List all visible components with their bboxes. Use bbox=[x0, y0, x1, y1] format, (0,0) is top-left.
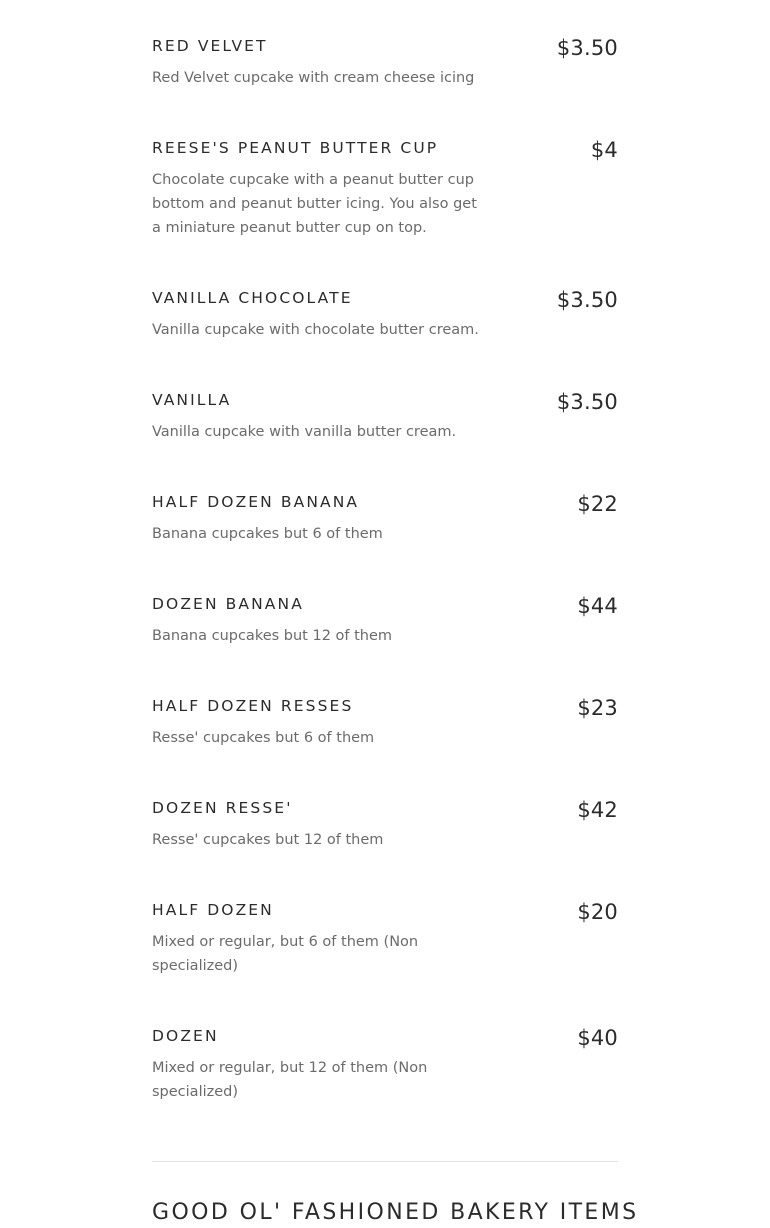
item-price: $44 bbox=[577, 594, 618, 618]
item-description: Chocolate cupcake with a peanut butter cup bottom and peanut butter icing. You also get a miniature peanut butter cup on top. bbox=[152, 172, 477, 236]
item-price: $3.50 bbox=[556, 36, 618, 60]
item-price: $20 bbox=[577, 900, 618, 924]
item-name: REESE'S PEANUT BUTTER CUP bbox=[152, 139, 439, 157]
item-description: Mixed or regular, but 6 of them (Non specialized) bbox=[152, 934, 419, 974]
item-price: $22 bbox=[577, 492, 618, 516]
item-price: $42 bbox=[577, 798, 618, 822]
item-price: $40 bbox=[577, 1026, 618, 1050]
item-name: DOZEN bbox=[152, 1027, 219, 1045]
item-description: Resse' cupcakes but 12 of them bbox=[152, 832, 384, 848]
item-name: DOZEN BANANA bbox=[152, 595, 304, 613]
item-name: HALF DOZEN RESSES bbox=[152, 697, 354, 715]
item-name: RED VELVET bbox=[152, 37, 268, 55]
item-name: HALF DOZEN BANANA bbox=[152, 493, 360, 511]
item-name: VANILLA CHOCOLATE bbox=[152, 289, 353, 307]
item-price: $4 bbox=[590, 138, 618, 162]
item-name: VANILLA bbox=[152, 391, 232, 409]
item-description: Vanilla cupcake with chocolate butter cream. bbox=[152, 322, 479, 338]
item-price: $23 bbox=[577, 696, 618, 720]
item-name: DOZEN RESSE' bbox=[152, 799, 293, 817]
item-description: Mixed or regular, but 12 of them (Non specialized) bbox=[152, 1060, 428, 1100]
item-name: HALF DOZEN bbox=[152, 901, 274, 919]
item-description: Banana cupcakes but 6 of them bbox=[152, 526, 383, 542]
item-description: Vanilla cupcake with vanilla butter cream. bbox=[152, 424, 457, 440]
item-price: $3.50 bbox=[556, 288, 618, 312]
section-title: GOOD OL' FASHIONED BAKERY ITEMS bbox=[152, 1200, 639, 1225]
item-description: Resse' cupcakes but 6 of them bbox=[152, 730, 375, 746]
item-price: $3.50 bbox=[556, 390, 618, 414]
section-divider bbox=[152, 1161, 618, 1162]
item-description: Banana cupcakes but 12 of them bbox=[152, 628, 393, 644]
item-description: Red Velvet cupcake with cream cheese icing bbox=[152, 70, 475, 86]
